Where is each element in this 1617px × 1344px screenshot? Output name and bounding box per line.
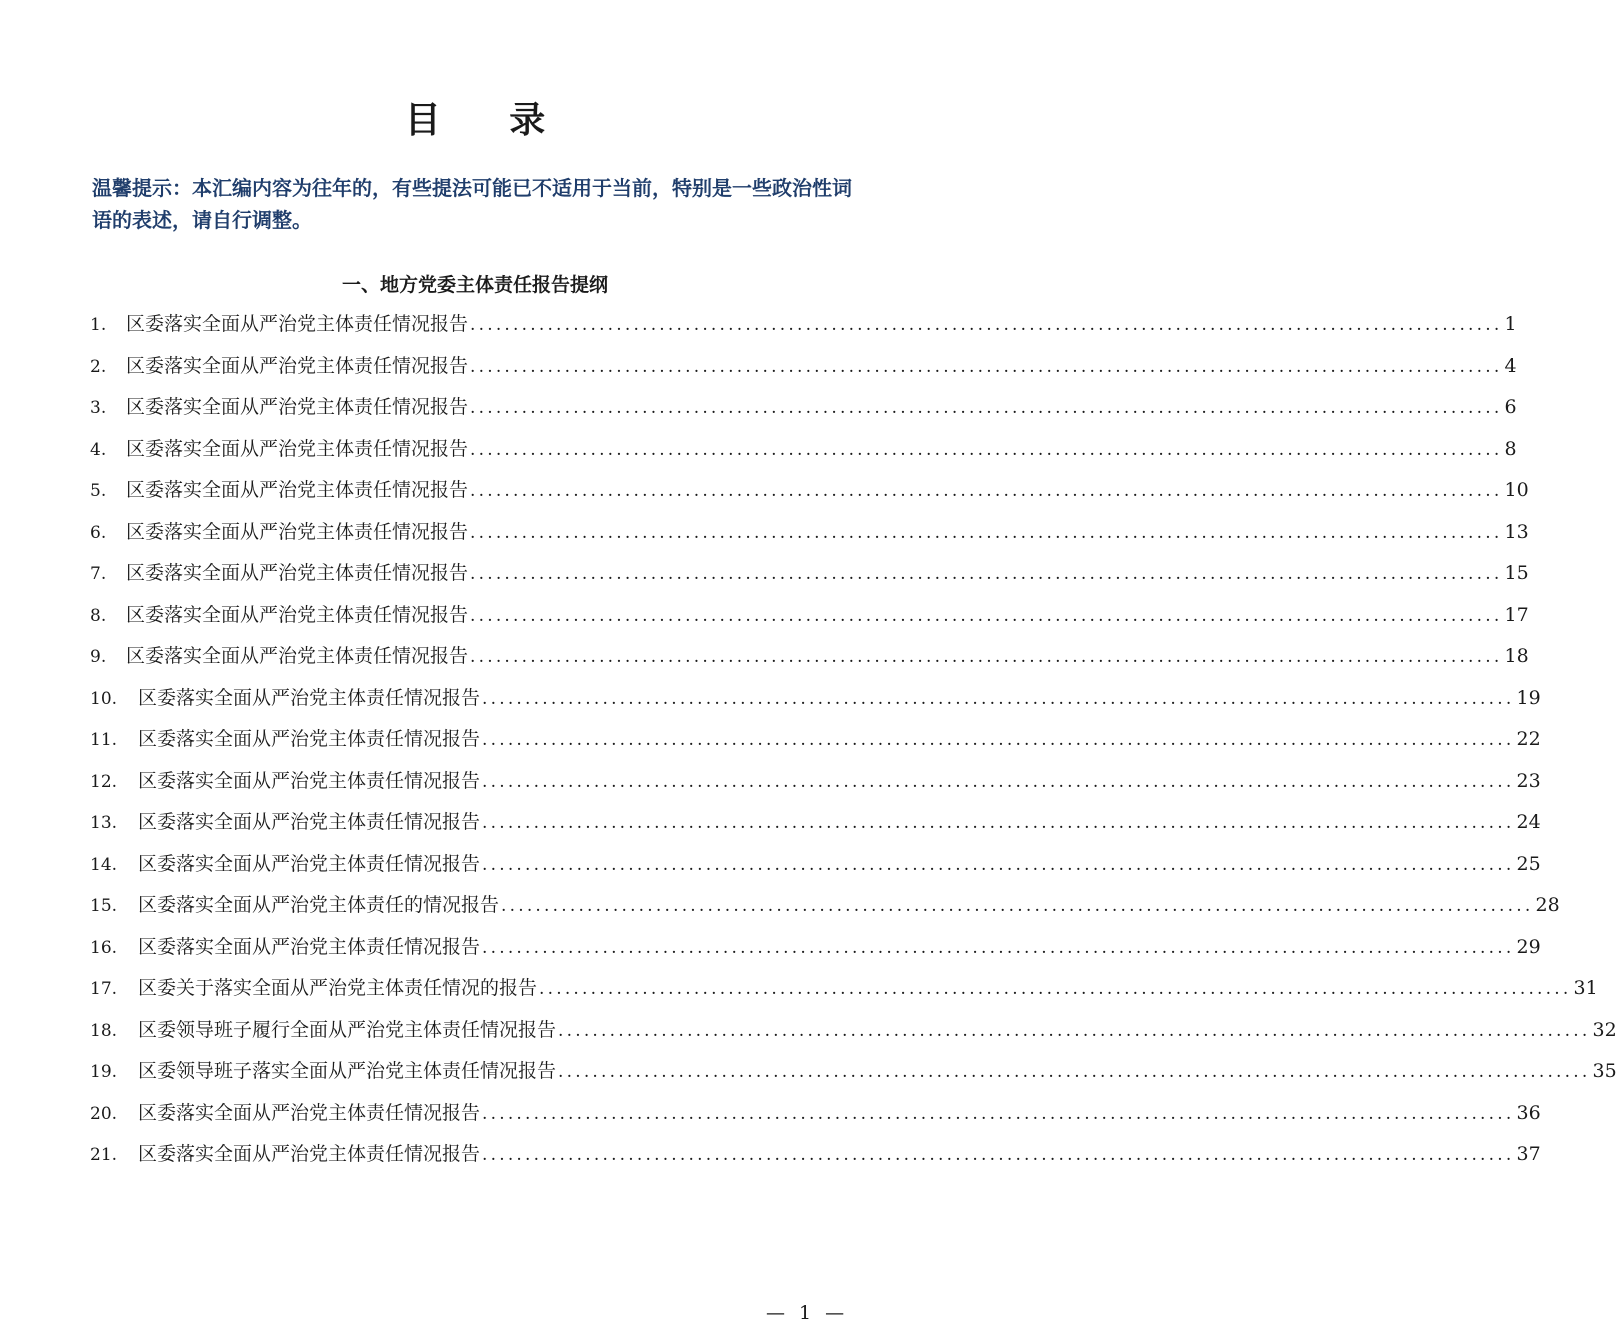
toc-entry-title: 区委关于落实全面从严治党主体责任情况的报告 bbox=[138, 977, 538, 999]
toc-entry-number: 19. bbox=[90, 1062, 118, 1082]
toc-entry-title: 区委落实全面从严治党主体责任情况报告 bbox=[138, 935, 481, 958]
toc-entry-page: 28 bbox=[1535, 894, 1560, 916]
toc-entry-page: 19 bbox=[1516, 686, 1541, 709]
toc-entry[interactable] bbox=[90, 476, 1529, 518]
toc-leader-dots: ........................................................................................................................ bbox=[482, 813, 1515, 833]
toc-entry[interactable] bbox=[90, 1016, 1617, 1058]
toc-leader-dots: ........................................................................................................................ bbox=[501, 896, 1534, 916]
toc-entry-number: 21. bbox=[90, 1145, 118, 1165]
toc-entry-number: 18. bbox=[90, 1020, 118, 1041]
toc-entry-number: 4. bbox=[90, 439, 107, 460]
toc-entry-title: 区委落实全面从严治党主体责任情况报告 bbox=[138, 686, 481, 709]
toc-entry[interactable] bbox=[90, 850, 1541, 892]
table-of-contents bbox=[90, 310, 1617, 1182]
toc-entry[interactable] bbox=[90, 1057, 1617, 1099]
toc-entry-page: 13 bbox=[1504, 520, 1529, 543]
toc-entry-page: 25 bbox=[1516, 852, 1541, 875]
toc-leader-dots: ........................................................................................................................ bbox=[482, 730, 1515, 750]
toc-entry[interactable] bbox=[90, 933, 1541, 975]
toc-entry[interactable] bbox=[90, 601, 1529, 643]
toc-entry-number: 14. bbox=[90, 854, 118, 875]
toc-entry-page: 18 bbox=[1504, 645, 1529, 667]
toc-leader-dots: ........................................................................................................................ bbox=[470, 522, 1503, 543]
toc-entry[interactable] bbox=[90, 974, 1598, 1016]
toc-leader-dots: ........................................................................................................................ bbox=[482, 854, 1515, 875]
toc-entry[interactable] bbox=[90, 1140, 1541, 1182]
toc-entry-title: 区委落实全面从严治党主体责任情况报告 bbox=[126, 313, 469, 335]
toc-entry-page: 1 bbox=[1504, 313, 1517, 335]
toc-leader-dots: ........................................................................................................................ bbox=[470, 315, 1503, 335]
toc-entry-page: 23 bbox=[1516, 769, 1541, 792]
toc-entry-title: 区委落实全面从严治党主体责任情况报告 bbox=[126, 437, 469, 460]
toc-entry-number: 20. bbox=[90, 1103, 118, 1124]
toc-leader-dots: ........................................................................................................................ bbox=[482, 771, 1515, 792]
toc-leader-dots: ........................................................................................................................ bbox=[482, 1145, 1515, 1165]
toc-entry-number: 8. bbox=[90, 605, 107, 626]
toc-leader-dots: ........................................................................................................................ bbox=[470, 647, 1503, 667]
toc-leader-dots: ........................................................................................................................ bbox=[558, 1020, 1591, 1041]
toc-entry-title: 区委落实全面从严治党主体责任的情况报告 bbox=[138, 894, 500, 916]
toc-entry[interactable] bbox=[90, 559, 1529, 601]
toc-entry-number: 15. bbox=[90, 896, 118, 916]
toc-entry-page: 15 bbox=[1504, 562, 1529, 584]
toc-leader-dots: ........................................................................................................................ bbox=[470, 439, 1503, 460]
toc-entry-page: 17 bbox=[1504, 603, 1529, 626]
toc-entry-number: 2. bbox=[90, 356, 107, 377]
toc-entry-title: 区委落实全面从严治党主体责任情况报告 bbox=[138, 1101, 481, 1124]
toc-leader-dots: ........................................................................................................................ bbox=[470, 398, 1503, 418]
toc-entry-title: 区委落实全面从严治党主体责任情况报告 bbox=[126, 396, 469, 418]
toc-entry[interactable] bbox=[90, 352, 1517, 394]
toc-entry[interactable] bbox=[90, 891, 1560, 933]
toc-leader-dots: ........................................................................................................................ bbox=[539, 979, 1572, 999]
toc-entry[interactable] bbox=[90, 393, 1517, 435]
toc-entry[interactable] bbox=[90, 684, 1541, 726]
toc-leader-dots: ........................................................................................................................ bbox=[470, 356, 1503, 377]
toc-entry-number: 7. bbox=[90, 564, 107, 584]
toc-entry[interactable] bbox=[90, 518, 1529, 560]
toc-entry-number: 16. bbox=[90, 937, 118, 958]
toc-entry-title: 区委领导班子履行全面从严治党主体责任情况报告 bbox=[138, 1018, 557, 1041]
toc-entry-page: 24 bbox=[1516, 811, 1541, 833]
toc-entry-title: 区委落实全面从严治党主体责任情况报告 bbox=[138, 811, 481, 833]
toc-entry-number: 1. bbox=[90, 315, 107, 335]
toc-entry-number: 12. bbox=[90, 771, 118, 792]
toc-entry-number: 5. bbox=[90, 481, 107, 501]
toc-entry-number: 6. bbox=[90, 522, 107, 543]
toc-entry[interactable] bbox=[90, 435, 1517, 477]
toc-entry-title: 区委领导班子落实全面从严治党主体责任情况报告 bbox=[138, 1060, 557, 1082]
toc-entry-title: 区委落实全面从严治党主体责任情况报告 bbox=[126, 354, 469, 377]
toc-entry-title: 区委落实全面从严治党主体责任情况报告 bbox=[138, 728, 481, 750]
toc-entry-number: 17. bbox=[90, 979, 118, 999]
toc-entry-title: 区委落实全面从严治党主体责任情况报告 bbox=[126, 603, 469, 626]
toc-entry[interactable] bbox=[90, 1099, 1541, 1141]
toc-entry-page: 8 bbox=[1504, 437, 1517, 460]
toc-leader-dots: ........................................................................................................................ bbox=[482, 1103, 1515, 1124]
toc-leader-dots: ........................................................................................................................ bbox=[470, 605, 1503, 626]
toc-entry-title: 区委落实全面从严治党主体责任情况报告 bbox=[126, 479, 469, 501]
notice-text: 温馨提示：本汇编内容为往年的，有些提法可能已不适用于当前，特别是一些政治性词语的表述，请自行调整。 bbox=[92, 176, 852, 232]
toc-entry-title: 区委落实全面从严治党主体责任情况报告 bbox=[126, 645, 469, 667]
toc-entry-page: 6 bbox=[1504, 396, 1517, 418]
toc-leader-dots: ........................................................................................................................ bbox=[470, 481, 1503, 501]
toc-entry-page: 4 bbox=[1504, 354, 1517, 377]
toc-entry-page: 22 bbox=[1516, 728, 1541, 750]
toc-entry[interactable] bbox=[90, 767, 1541, 809]
toc-entry[interactable] bbox=[90, 725, 1541, 767]
toc-entry[interactable] bbox=[90, 808, 1541, 850]
toc-leader-dots: ........................................................................................................................ bbox=[482, 688, 1515, 709]
toc-entry-page: 31 bbox=[1573, 977, 1598, 999]
toc-entry-page: 10 bbox=[1504, 479, 1529, 501]
toc-entry-title: 区委落实全面从严治党主体责任情况报告 bbox=[126, 562, 469, 584]
toc-entry-number: 9. bbox=[90, 647, 107, 667]
toc-entry-page: 29 bbox=[1516, 935, 1541, 958]
toc-entry-title: 区委落实全面从严治党主体责任情况报告 bbox=[126, 520, 469, 543]
toc-leader-dots: ........................................................................................................................ bbox=[470, 564, 1503, 584]
toc-entry-number: 3. bbox=[90, 398, 107, 418]
toc-entry-page: 36 bbox=[1516, 1101, 1541, 1124]
toc-entry-number: 10. bbox=[90, 688, 118, 709]
toc-leader-dots: ........................................................................................................................ bbox=[482, 937, 1515, 958]
toc-entry-number: 13. bbox=[90, 813, 118, 833]
section-title: 一、地方党委主体责任报告提纲 bbox=[341, 274, 608, 296]
toc-leader-dots: ........................................................................................................................ bbox=[558, 1062, 1591, 1082]
toc-entry-page: 32 bbox=[1592, 1018, 1617, 1041]
toc-entry-title: 区委落实全面从严治党主体责任情况报告 bbox=[138, 1143, 481, 1165]
page-number-footer: — 1 — bbox=[766, 1302, 849, 1324]
toc-entry-number: 11. bbox=[90, 730, 118, 750]
toc-entry[interactable] bbox=[90, 310, 1517, 352]
toc-entry-page: 35 bbox=[1592, 1060, 1617, 1082]
toc-entry-title: 区委落实全面从严治党主体责任情况报告 bbox=[138, 769, 481, 792]
page-title: 目 录 bbox=[404, 99, 574, 141]
toc-entry-title: 区委落实全面从严治党主体责任情况报告 bbox=[138, 852, 481, 875]
toc-entry-page: 37 bbox=[1516, 1143, 1541, 1165]
toc-entry[interactable] bbox=[90, 642, 1529, 684]
